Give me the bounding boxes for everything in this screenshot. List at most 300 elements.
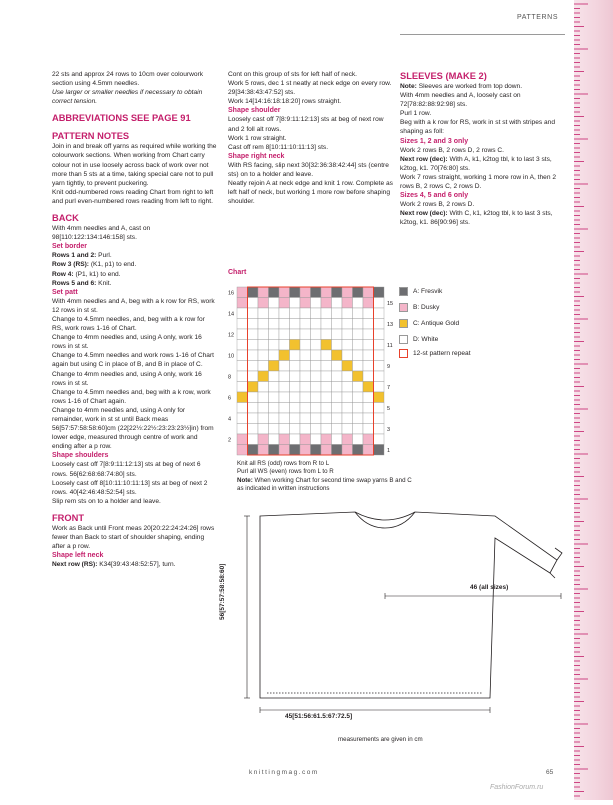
shape-shoulder-heading: Shape shoulder	[228, 107, 281, 115]
chart-cell	[269, 371, 280, 382]
patt-2: Change to 4.5mm needles, and, beg with a k row for RS, work rows 1-16 of Chart.	[52, 315, 205, 333]
chart-cell	[321, 298, 332, 309]
header-rule	[400, 34, 565, 35]
chart-cell	[300, 413, 311, 424]
shoulder-1: Loosely cast off 7[8:9:11:12:13] sts at beg of next row and 2 foll alt rows.	[228, 116, 384, 133]
sizes-123-heading: Sizes 1, 2 and 3 only	[400, 137, 469, 145]
chart-cell	[300, 350, 311, 361]
chart-cell	[311, 319, 322, 330]
front-1: Work as Back until Front meas 20[20:22:24:24:26] rows fewer than Back to start of shoulder shaping, ending after a p row.	[52, 524, 215, 551]
chart-cell	[258, 434, 269, 445]
chart-row-label: 1	[387, 448, 391, 454]
chart-cell	[279, 392, 290, 403]
chart-cell	[269, 329, 280, 340]
chart-cell	[290, 371, 301, 382]
chart-cell	[258, 371, 269, 382]
chart-cell	[311, 361, 322, 372]
chart-cell	[300, 445, 311, 456]
chart-cell	[300, 361, 311, 372]
chart-cell	[363, 361, 374, 372]
shape-right-neck-heading: Shape right neck	[228, 152, 285, 160]
chart-cell	[374, 371, 385, 382]
chart-cell	[353, 413, 364, 424]
chart-cell	[248, 329, 259, 340]
chart-cell	[248, 340, 259, 351]
chart-cell	[269, 287, 280, 298]
legend-d: D: White	[399, 335, 438, 344]
chart-cell	[342, 424, 353, 435]
chart-row-label: 7	[387, 385, 391, 391]
chart-cell	[332, 319, 343, 330]
chart-cell	[321, 413, 332, 424]
chart-cell	[332, 361, 343, 372]
sleeves-1: With 4mm needles and A, loosely cast on 72[78:82:88:92:98] sts.	[400, 92, 521, 109]
chart-cell	[353, 445, 364, 456]
chart-cell	[342, 413, 353, 424]
chart-cell	[237, 392, 248, 403]
chart-cell	[363, 319, 374, 330]
chart-row-label: 16	[228, 290, 235, 297]
chart-cell	[237, 340, 248, 351]
chart-cell	[321, 308, 332, 319]
chart-cell	[269, 382, 280, 393]
chart-cell	[300, 403, 311, 414]
chart-cell	[353, 329, 364, 340]
chart-row-label: 8	[228, 374, 232, 381]
garment-schematic	[225, 508, 565, 728]
chart-cell	[279, 361, 290, 372]
length-measurement: 56[57:57:58:58:60]	[219, 563, 226, 620]
tension-note: Use larger or smaller needles if necessary to obtain correct tension.	[52, 89, 203, 106]
chart-cell	[237, 350, 248, 361]
chart-row-label: 3	[387, 427, 391, 433]
patt-6: Change to 4.5mm needles and, beg with a k row, work rows 1-16 of Chart again.	[52, 388, 211, 405]
chart-cell	[374, 340, 385, 351]
chart-cell	[311, 392, 322, 403]
chart-cell	[311, 382, 322, 393]
chart-cell	[363, 413, 374, 424]
rows-5-6: Rows 5 and 6: Knit.	[52, 279, 112, 287]
chart-cell	[290, 392, 301, 403]
pattern-notes-1: Join in and break off yarns as required while working the colourwork sections. When working from Chart carry colour not in use loosely across back of work over not more than 5 sts at a time, taking special care not to pull yarn tightly, to prevent puckering.	[52, 143, 217, 187]
chart-cell	[321, 403, 332, 414]
chart-cell	[374, 424, 385, 435]
chart-cell	[332, 340, 343, 351]
column-1	[52, 70, 217, 569]
shape-shoulders-heading: Shape shoulders	[52, 452, 109, 460]
chart-cell	[353, 371, 364, 382]
chart-cell	[342, 403, 353, 414]
chart-cell	[290, 445, 301, 456]
right-neck-1: With RS facing, slip next 30[32:36:38:42:44] sts (centre sts) on to a holder and leave.	[228, 161, 389, 179]
legend-repeat: 12-st pattern repeat	[399, 349, 471, 358]
chart-cell	[269, 298, 280, 309]
chart-cell	[374, 287, 385, 298]
chart-cell	[300, 434, 311, 445]
chart-cell	[237, 403, 248, 414]
chart-cell	[279, 350, 290, 361]
chart-cell	[321, 350, 332, 361]
section-header: PATTERNS	[517, 14, 559, 21]
patt-4: Change to 4.5mm needles and work rows 1-16 of Chart again but using C in place of B, and B in place of C.	[52, 352, 214, 369]
chart-cell	[353, 340, 364, 351]
chart-cell	[321, 371, 332, 382]
chart-cell	[258, 287, 269, 298]
chart-cell	[269, 403, 280, 414]
chart-cell	[342, 308, 353, 319]
neck-2: Work 5 rows, dec 1 st neatly at neck edge on every row. 29[34:38:43:47:52] sts.	[228, 80, 392, 97]
chart-cell	[321, 424, 332, 435]
chart-cell	[300, 424, 311, 435]
chart-cell	[290, 350, 301, 361]
chart-cell	[237, 382, 248, 393]
chart-cell	[269, 350, 280, 361]
chart-cell	[363, 445, 374, 456]
column-2	[228, 70, 393, 206]
chart-cell	[279, 445, 290, 456]
shoulders-1: Loosely cast off 7[8:9:11:12:13] sts at beg of next 6 rows. 56[62:68:68:74:80] sts.	[52, 461, 201, 478]
chart-cell	[321, 392, 332, 403]
legend-a: A: Fresvik	[399, 287, 442, 296]
chart-cell	[374, 403, 385, 414]
chart-cell	[332, 403, 343, 414]
chart-cell	[279, 371, 290, 382]
row-4: Row 4: (P1, k1) to end.	[52, 270, 121, 278]
chart-cell	[258, 382, 269, 393]
chart-cell	[237, 371, 248, 382]
chart-cell	[290, 413, 301, 424]
chart-row-label: 10	[228, 353, 235, 360]
chart-cell	[258, 424, 269, 435]
chart-cell	[363, 308, 374, 319]
chart-cell	[374, 382, 385, 393]
chart-cell	[290, 329, 301, 340]
chart-cell	[363, 329, 374, 340]
page-number: 65	[546, 769, 554, 776]
sleeve-measurement: 46 (all sizes)	[470, 584, 509, 591]
chart-cell	[237, 319, 248, 330]
chart-cell	[321, 287, 332, 298]
chart-cell	[374, 413, 385, 424]
chart-cell	[374, 392, 385, 403]
chart-cell	[258, 445, 269, 456]
chart-row-label: 12	[228, 332, 235, 339]
chart-cell	[363, 382, 374, 393]
chart-cell	[279, 298, 290, 309]
chart-cell	[237, 424, 248, 435]
sizes-456-heading: Sizes 4, 5 and 6 only	[400, 192, 469, 200]
chart-cell	[248, 413, 259, 424]
chart-cell	[269, 392, 280, 403]
chart-cell	[342, 445, 353, 456]
chart-row-label: 2	[228, 437, 232, 444]
chart-cell	[311, 350, 322, 361]
chart-row-label: 9	[387, 364, 391, 370]
chart-cell	[258, 413, 269, 424]
chart-row-label: 11	[387, 343, 393, 349]
chart-cell	[290, 382, 301, 393]
chart-row-label: 14	[228, 311, 235, 318]
legend-b: B: Dusky	[399, 303, 439, 312]
chart-cell	[290, 340, 301, 351]
chart-cell	[269, 434, 280, 445]
chart-cell	[269, 424, 280, 435]
chart-cell	[332, 329, 343, 340]
chart-cell	[374, 434, 385, 445]
chart-cell	[300, 329, 311, 340]
chart-cell	[269, 340, 280, 351]
chart-cell	[353, 382, 364, 393]
sleeves-8: Next row (dec): With C, k1, k2tog tbl, k to last 3 sts, k2tog, k1. 86[90:96] sts.	[400, 210, 553, 227]
chart-cell	[300, 298, 311, 309]
chart-cell	[237, 298, 248, 309]
chart-cell	[374, 350, 385, 361]
chart-cell	[279, 382, 290, 393]
sleeves-3: Beg with a k row for RS, work in st st with stripes and shaping as foll:	[400, 119, 556, 136]
chart-cell	[332, 308, 343, 319]
back-intro: With 4mm needles and A, cast on 98[110:122:134:146:158] sts.	[52, 225, 151, 242]
chart-cell	[363, 287, 374, 298]
abbreviations-heading: ABBREVIATIONS SEE PAGE 91	[52, 113, 191, 124]
chart-cell	[279, 329, 290, 340]
chart-cell	[237, 445, 248, 456]
chart-cell	[311, 403, 322, 414]
chart-cell	[332, 413, 343, 424]
chart-cell	[353, 392, 364, 403]
chart-cell	[353, 434, 364, 445]
chart-cell	[342, 382, 353, 393]
chart-cell	[363, 350, 374, 361]
shoulders-2: Loosely cast off 8[10:11:10:11:13] sts at beg of next 2 rows. 40[42:46:48:52:54] sts.	[52, 479, 208, 496]
chart-cell	[279, 319, 290, 330]
watermark: FashionForum.ru	[490, 784, 544, 791]
pattern-notes-2: Knit odd-numbered rows reading Chart from right to left and purl even-numbered rows reading from left to right.	[52, 188, 214, 205]
chart-cell	[363, 340, 374, 351]
chart-cell	[311, 308, 322, 319]
chart-cell	[353, 287, 364, 298]
chart-cell	[237, 434, 248, 445]
shoulder-2: Work 1 row straight.	[228, 134, 287, 142]
chart-cell	[258, 298, 269, 309]
chart-row-label: 15	[387, 301, 394, 307]
chart-cell	[300, 340, 311, 351]
chart-cell	[248, 371, 259, 382]
chart-cell	[363, 424, 374, 435]
chart-cell	[332, 424, 343, 435]
chart-row-label: 6	[228, 395, 232, 402]
chart-cell	[311, 371, 322, 382]
chart-cell	[342, 340, 353, 351]
chart-cell	[363, 298, 374, 309]
chart-cell	[332, 382, 343, 393]
sleeves-6: Work 7 rows straight, working 1 more row in A, then 2 rows B, 2 rows C, 2 rows D.	[400, 173, 556, 191]
chart-cell	[248, 350, 259, 361]
neck-3: Work 14[14:16:18:18:20] rows straight.	[228, 98, 342, 106]
chart-cell	[258, 403, 269, 414]
chart-cell	[374, 308, 385, 319]
sleeves-note: Note: Sleeves are worked from top down.	[400, 83, 523, 90]
sleeves-2: Purl 1 row.	[400, 110, 432, 118]
chart-cell	[342, 350, 353, 361]
patt-3: Change to 4mm needles and, using A only, work 16 rows in st st.	[52, 334, 202, 351]
chart-cell	[321, 340, 332, 351]
chart-cell	[342, 329, 353, 340]
chart-cell	[300, 392, 311, 403]
chart-cell	[342, 298, 353, 309]
chart-cell	[237, 361, 248, 372]
chart-cell	[290, 361, 301, 372]
chart-cell	[300, 371, 311, 382]
front-heading: FRONT	[52, 512, 85, 523]
sleeves-4: Work 2 rows B, 2 rows D, 2 rows C.	[400, 146, 504, 154]
chart-cell	[248, 382, 259, 393]
chart-cell	[311, 424, 322, 435]
patt-5: Change to 4mm needles and, using A only, work 16 rows in st st.	[52, 370, 202, 387]
chart-cell	[237, 308, 248, 319]
chart-cell	[321, 445, 332, 456]
chart-cell	[321, 361, 332, 372]
chart-cell	[279, 308, 290, 319]
shoulders-3: Slip rem sts on to a holder and leave.	[52, 497, 161, 505]
chart-cell	[300, 308, 311, 319]
patt-7: Change to 4mm needles and, using A only for remainder, work in st st until Back meas 56[57:57:58:58:60]cm (22[22½:22½:23:23:23½]in) from lower edge, measured through centre of work and ending after a p row.	[52, 406, 214, 451]
chart-cell	[311, 445, 322, 456]
chart-cell	[248, 319, 259, 330]
neck-left-row: Next row (RS): K34[39:43:48:52:57], turn.	[52, 561, 176, 569]
chart-cell	[374, 319, 385, 330]
chart-cell	[290, 424, 301, 435]
chart-cell	[374, 298, 385, 309]
chart-cell	[290, 403, 301, 414]
chart-cell	[269, 445, 280, 456]
chart-cell	[311, 434, 322, 445]
chart-cell	[332, 445, 343, 456]
chart-cell	[258, 319, 269, 330]
chart-notes: Knit all RS (odd) rows from R to L Purl all WS (even) rows from L to R Note: When working Chart for second time swap yarns B and C as indicated in written instructions	[237, 460, 412, 492]
chart-cell	[279, 413, 290, 424]
chart-cell	[342, 287, 353, 298]
chart-cell	[311, 298, 322, 309]
colourwork-chart	[225, 285, 395, 454]
sleeves-7: Work 2 rows B, 2 rows D.	[400, 201, 475, 209]
chart-cell	[311, 413, 322, 424]
chart-cell	[342, 392, 353, 403]
chart-cell	[290, 319, 301, 330]
chart-cell	[332, 371, 343, 382]
set-patt-heading: Set patt	[52, 288, 78, 296]
chart-cell	[332, 287, 343, 298]
chart-cell	[290, 434, 301, 445]
patt-1: With 4mm needles and A, beg with a k row for RS, work 12 rows in st st.	[52, 297, 215, 314]
chart-cell	[279, 287, 290, 298]
chart-cell	[363, 392, 374, 403]
ruler-ticks	[574, 0, 613, 800]
column-3	[400, 70, 570, 228]
chart-cell	[258, 361, 269, 372]
chart-cell	[374, 445, 385, 456]
measurement-note: measurements are given in cm	[338, 736, 423, 743]
chart-cell	[237, 413, 248, 424]
chart-cell	[342, 361, 353, 372]
chart-cell	[290, 308, 301, 319]
chart-cell	[248, 403, 259, 414]
chart-cell	[290, 298, 301, 309]
chart-cell	[311, 340, 322, 351]
chart-cell	[353, 319, 364, 330]
chart-cell	[258, 329, 269, 340]
chart-cell	[321, 329, 332, 340]
chart-cell	[258, 340, 269, 351]
chart-cell	[374, 329, 385, 340]
chart-cell	[300, 319, 311, 330]
chart-cell	[269, 308, 280, 319]
chart-cell	[269, 361, 280, 372]
tension-text: 22 sts and approx 24 rows to 10cm over colourwork section using 4.5mm needles.	[52, 71, 203, 88]
chart-cell	[248, 361, 259, 372]
chart-cell	[311, 329, 322, 340]
set-border-heading: Set border	[52, 243, 88, 251]
row-3: Row 3 (RS): (K1, p1) to end.	[52, 261, 137, 269]
chart-cell	[353, 308, 364, 319]
right-neck-2: Neatly rejoin A at neck edge and knit 1 row. Complete as left half of neck, but working 1 more row before shaping shoulder.	[228, 180, 393, 206]
chart-row-label: 5	[387, 406, 391, 412]
chart-cell	[248, 434, 259, 445]
chart-cell	[258, 392, 269, 403]
chart-cell	[321, 434, 332, 445]
neck-1: Cont on this group of sts for left half of neck.	[228, 71, 358, 78]
chart-cell	[248, 298, 259, 309]
chart-cell	[321, 382, 332, 393]
chart-cell	[248, 424, 259, 435]
chart-cell	[248, 392, 259, 403]
chart-cell	[290, 287, 301, 298]
chart-cell	[353, 350, 364, 361]
chart-cell	[269, 413, 280, 424]
chart-cell	[332, 350, 343, 361]
chart-cell	[248, 287, 259, 298]
chart-cell	[363, 434, 374, 445]
chart-cell	[258, 308, 269, 319]
chart-cell	[258, 350, 269, 361]
shoulder-3: Cast off rem 8[10:11:10:11:13] sts.	[228, 143, 329, 151]
chart-cell	[248, 445, 259, 456]
chart-cell	[332, 298, 343, 309]
chart-cell	[321, 319, 332, 330]
chart-cell	[342, 319, 353, 330]
chart-cell	[353, 424, 364, 435]
chart-cell	[279, 403, 290, 414]
chart-cell	[363, 403, 374, 414]
chart-cell	[237, 287, 248, 298]
shape-left-neck-heading: Shape left neck	[52, 552, 104, 560]
chart-cell	[269, 319, 280, 330]
legend-c: C: Antique Gold	[399, 319, 459, 328]
ruler-decoration	[574, 0, 613, 800]
chart-cell	[279, 424, 290, 435]
back-heading: BACK	[52, 213, 79, 224]
sleeves-heading: SLEEVES (MAKE 2)	[400, 71, 487, 81]
rows-1-2: Rows 1 and 2: Purl.	[52, 252, 112, 260]
chart-cell	[279, 340, 290, 351]
chart-cell	[353, 361, 364, 372]
chart-cell	[363, 371, 374, 382]
chart-row-label: 4	[228, 416, 232, 423]
chart-cell	[279, 434, 290, 445]
sleeves-5: Next row (dec): With A, k1, k2tog tbl, k to last 3 sts, k2tog, k1. 70[76:80] sts.	[400, 155, 552, 172]
chart-cell	[342, 434, 353, 445]
chart-cell	[353, 403, 364, 414]
chart-cell	[237, 329, 248, 340]
